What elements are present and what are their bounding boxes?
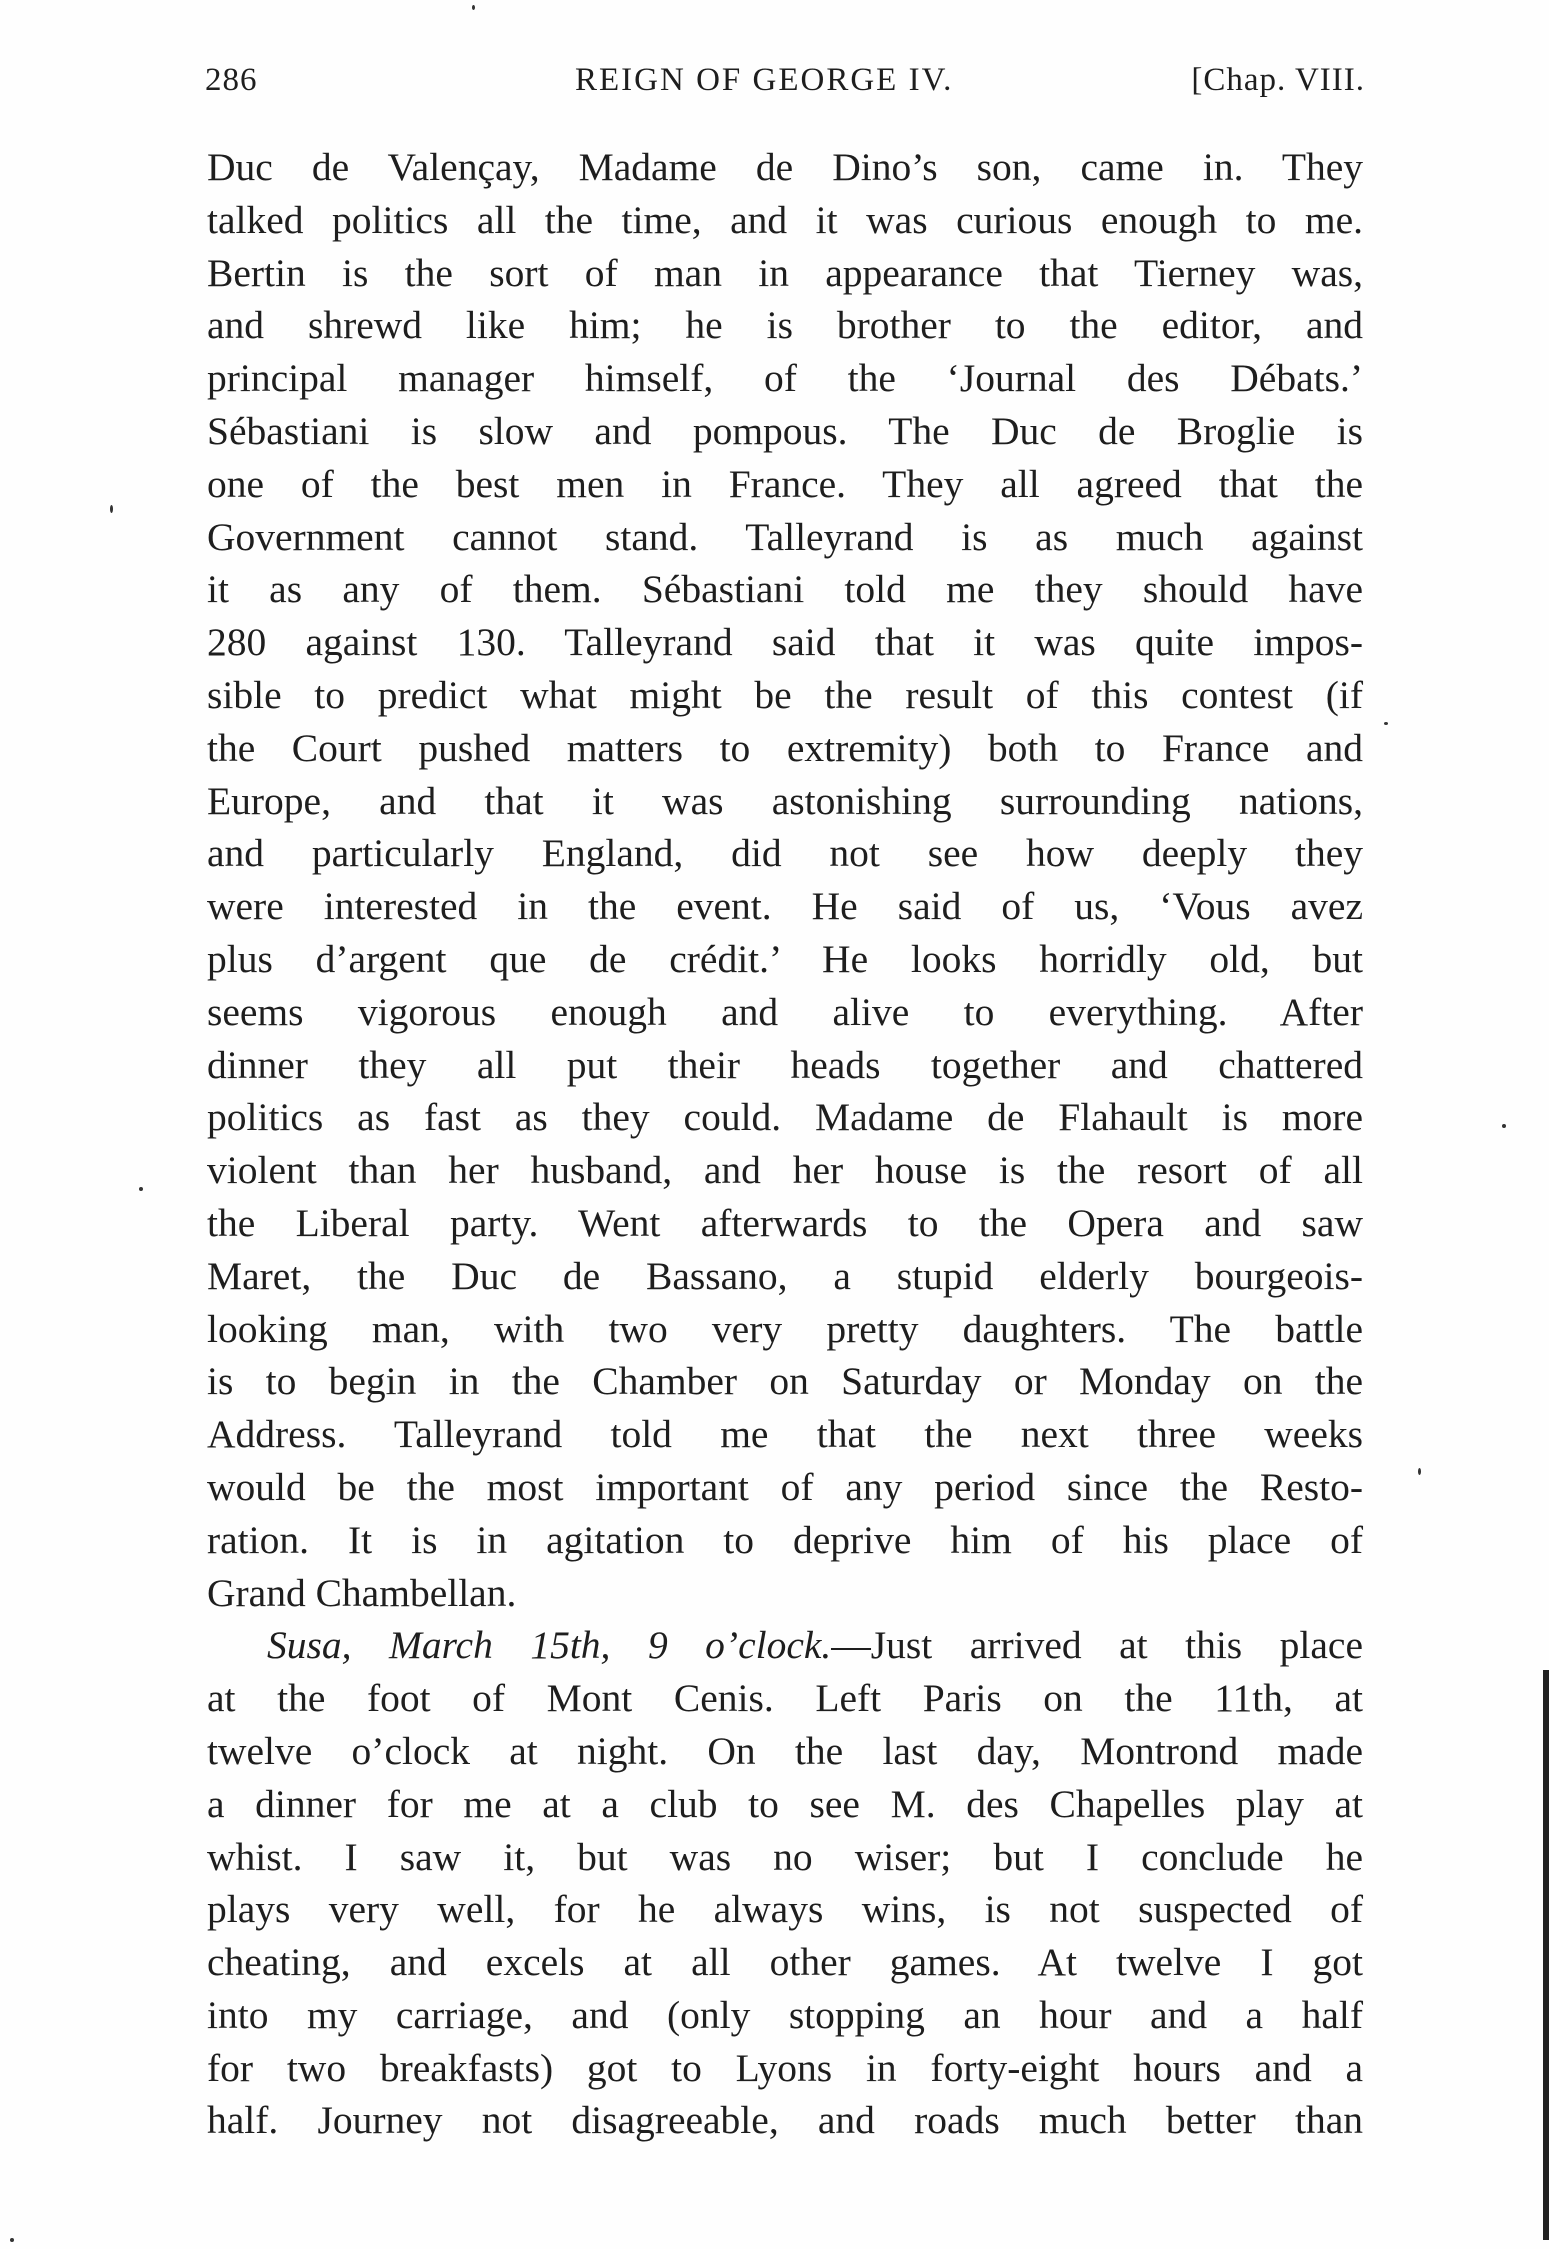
- scan-speck: [472, 5, 475, 10]
- text-line: and particularly England, did not see how deeply they: [207, 831, 1363, 876]
- scan-speck: [1418, 1468, 1421, 1475]
- scan-page-edge: [1543, 1670, 1549, 2240]
- text-line: Address. Talleyrand told me that the next three weeks: [207, 1412, 1363, 1457]
- text-line: Sébastiani is slow and pompous. The Duc de Broglie is: [207, 408, 1363, 453]
- text-line: Grand Chambellan.: [207, 1570, 517, 1615]
- text-line: principal manager himself, of the ‘Journal des Débats.’: [207, 356, 1363, 401]
- text-line: plays very well, for he always wins, is not suspected of: [207, 1887, 1363, 1932]
- text-line: into my carriage, and (only stopping an hour and a half: [207, 1992, 1363, 2037]
- page-number: 286: [205, 62, 258, 98]
- text-line: it as any of them. Sébastiani told me they should have: [207, 567, 1363, 612]
- chapter-label: [Chap. VIII.: [1191, 62, 1365, 98]
- text-line: for two breakfasts) got to Lyons in forty-eight hours and a: [207, 2045, 1363, 2090]
- text-line: Bertin is the sort of man in appearance that Tierney was,: [207, 250, 1363, 295]
- text-line: were interested in the event. He said of us, ‘Vous avez: [207, 884, 1363, 929]
- entry-time: 9 o’clock.: [647, 1623, 832, 1668]
- scan-speck: [139, 1187, 143, 1191]
- body-text: [207, 141, 1363, 2147]
- text-line: ration. It is in agitation to deprive him of his place of: [207, 1517, 1363, 1562]
- text-line: sible to predict what might be the result of this contest (if: [207, 672, 1363, 717]
- entry-heading-line: [207, 1619, 1363, 1672]
- text-line: a dinner for me at a club to see M. des Chapelles play at: [207, 1781, 1363, 1826]
- text-line: seems vigorous enough and alive to everything. After: [207, 989, 1363, 1034]
- text-line: violent than her husband, and her house is the resort of all: [207, 1148, 1363, 1193]
- text-line: talked politics all the time, and it was curious enough to me.: [207, 197, 1363, 242]
- text-line: looking man, with two very pretty daughters. The battle: [207, 1306, 1363, 1351]
- running-head: [205, 62, 1365, 112]
- entry-place: Susa,: [267, 1623, 352, 1668]
- text-line: and shrewd like him; he is brother to the editor, and: [207, 303, 1363, 348]
- entry-opening-text: —Just arrived at this place: [831, 1623, 1363, 1668]
- text-line: plus d’argent que de crédit.’ He looks horridly old, but: [207, 936, 1363, 981]
- text-line: Maret, the Duc de Bassano, a stupid elderly bourgeois-: [207, 1253, 1363, 1298]
- scan-speck: [110, 505, 113, 513]
- scan-speck: [1384, 722, 1388, 725]
- text-line: politics as fast as they could. Madame de Flahault is more: [207, 1095, 1363, 1140]
- scan-speck: [1502, 1124, 1506, 1128]
- text-line: the Liberal party. Went afterwards to the Opera and saw: [207, 1200, 1363, 1245]
- text-line: cheating, and excels at all other games. At twelve I got: [207, 1940, 1363, 1985]
- text-line: Europe, and that it was astonishing surrounding nations,: [207, 778, 1363, 823]
- running-title: REIGN OF GEORGE IV.: [575, 62, 954, 98]
- text-line: would be the most important of any period since the Resto-: [207, 1464, 1363, 1509]
- text-line: the Court pushed matters to extremity) both to France and: [207, 725, 1363, 770]
- text-line: at the foot of Mont Cenis. Left Paris on the 11th, at: [207, 1676, 1363, 1721]
- text-line: dinner they all put their heads together and chattered: [207, 1042, 1363, 1087]
- text-line: one of the best men in France. They all agreed that the: [207, 461, 1363, 506]
- text-line: 280 against 130. Talleyrand said that it was quite impos-: [207, 620, 1363, 665]
- text-line: twelve o’clock at night. On the last day, Montrond made: [207, 1728, 1363, 1773]
- entry-date: March 15th,: [389, 1623, 611, 1668]
- text-line: is to begin in the Chamber on Saturday or Monday on the: [207, 1359, 1363, 1404]
- text-line: half. Journey not disagreeable, and roads much better than: [207, 2098, 1363, 2143]
- text-line: Duc de Valençay, Madame de Dino’s son, came in. They: [207, 145, 1363, 189]
- text-line: whist. I saw it, but was no wiser; but I conclude he: [207, 1834, 1363, 1879]
- scan-speck: [10, 2238, 14, 2242]
- text-line: Government cannot stand. Talleyrand is as much against: [207, 514, 1363, 559]
